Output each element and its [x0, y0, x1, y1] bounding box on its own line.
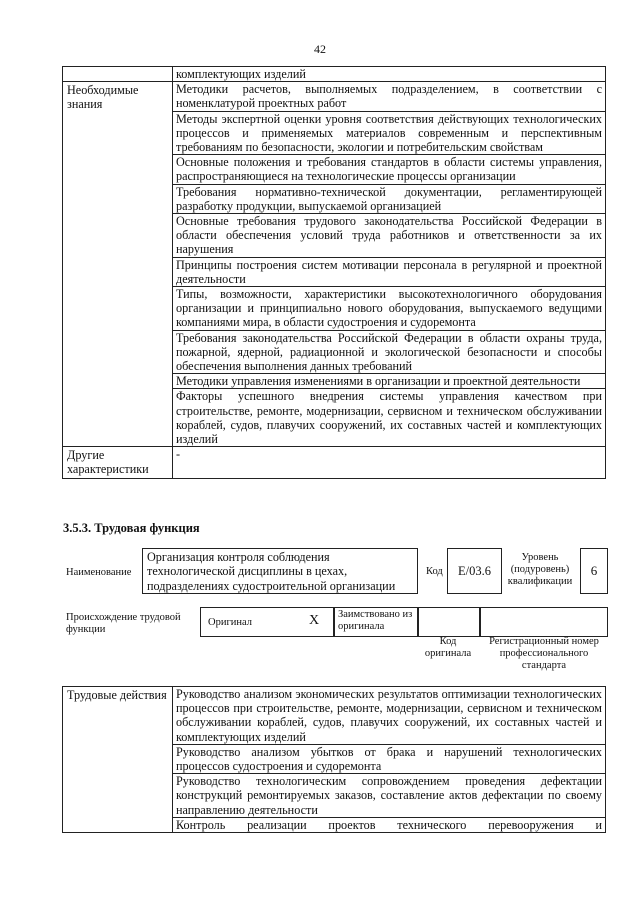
origin-code-caption: Код оригинала [424, 636, 472, 659]
function-name-box [142, 548, 418, 594]
reg-number-caption: Регистрационный номер профессионального стандарта [489, 636, 599, 671]
labor-action-item: Контроль реализации проектов технического перевооружения и [173, 817, 606, 832]
continuation-cell: комплектующих изделий [173, 67, 606, 82]
name-label: Наименование [66, 567, 132, 578]
knowledge-item: Требования законодательства Российской Федерации в области охраны труда, пожарной, ядерной, радиационной и экологической безопасности и способы обеспечения выполнения данных требований [173, 330, 606, 374]
original-label: Оригинал [208, 617, 252, 628]
code-box [447, 548, 502, 594]
knowledge-item: Методики расчетов, выполняемых подразделением, в соответствии с номенклатурой проектных работ [173, 82, 606, 111]
knowledge-item: Требования нормативно-технической документации, регламентирующей разработку продукции, выпускаемой организацией [173, 184, 606, 213]
knowledge-item: Факторы успешного внедрения системы управления качеством при строительстве, ремонте, модернизации, сервисном и техническом обслуживании кораблей, судов, плавучих сооружений, их составных частей и комплектующих изделий [173, 389, 606, 447]
table-row [63, 67, 606, 82]
code-label: Код [426, 566, 443, 577]
labor-action-item: Руководство анализом убытков от брака и нарушений технологических процессов судостроения и судоремонта [173, 744, 606, 773]
labor-actions-label: Трудовые действия [63, 687, 173, 833]
table-row [63, 82, 606, 111]
empty-label-cell [63, 67, 173, 82]
original-mark: X [309, 613, 320, 628]
other-characteristics-label: Другие характеристики [63, 447, 173, 478]
level-label: Уровень (подуровень) квалификации [507, 552, 573, 587]
knowledge-table [62, 66, 606, 479]
table-row [63, 687, 606, 745]
required-knowledge-label: Необходимые знания [63, 82, 173, 447]
labor-actions-table [62, 686, 606, 833]
labor-action-item: Руководство анализом экономических результатов оптимизации технологических процессов при строительстве, ремонте, модернизации, сервисном и техническом обслуживании кораблей, судов, плавучих сооружений, их составных частей и комплектующих изделий [173, 687, 606, 745]
level-value: 6 [590, 563, 598, 578]
reg-number-box [480, 607, 608, 637]
knowledge-item: Основные требования трудового законодательства Российской Федерации в области обеспечения условий труда работников и ответственности за их нарушения [173, 214, 606, 258]
knowledge-item: Типы, возможности, характеристики высокотехнологичного оборудования организации и принципиально нового оборудования, выпускаемого ведущими компаниями мира, в области судостроения и судоремонта [173, 287, 606, 331]
section-heading: 3.5.3. Трудовая функция [63, 521, 200, 535]
table-row [63, 447, 606, 478]
level-box [580, 548, 608, 594]
knowledge-item: Принципы построения систем мотивации персонала в регулярной и проектной деятельности [173, 257, 606, 286]
knowledge-item: Методы экспертной оценки уровня соответствия действующих технологических процессов и применяемых материалов современным и перспективным требованиям по безопасности, экологии и потребительским свойствам [173, 111, 606, 155]
other-characteristics-value: - [173, 447, 606, 478]
origin-label: Происхождение трудовой функции [66, 612, 181, 635]
code-value: E/03.6 [458, 564, 491, 578]
borrowed-box [334, 607, 418, 637]
origin-code-box [418, 607, 480, 637]
page-number: 42 [314, 42, 326, 56]
knowledge-item: Основные положения и требования стандартов в области системы управления, распространяющиеся на технологические процессы организации [173, 155, 606, 184]
labor-action-item: Руководство технологическим сопровождением проведения дефектации конструкций ремонтируемых заказов, составление актов дефектации по своему направлению деятельности [173, 774, 606, 818]
knowledge-item: Методики управления изменениями в организации и проектной деятельности [173, 374, 606, 389]
function-name-value: Организация контроля соблюдения технологической дисциплины в цехах, подразделениях судостроительной организации [147, 550, 396, 593]
borrowed-label: Заимствовано из оригинала [338, 609, 413, 632]
